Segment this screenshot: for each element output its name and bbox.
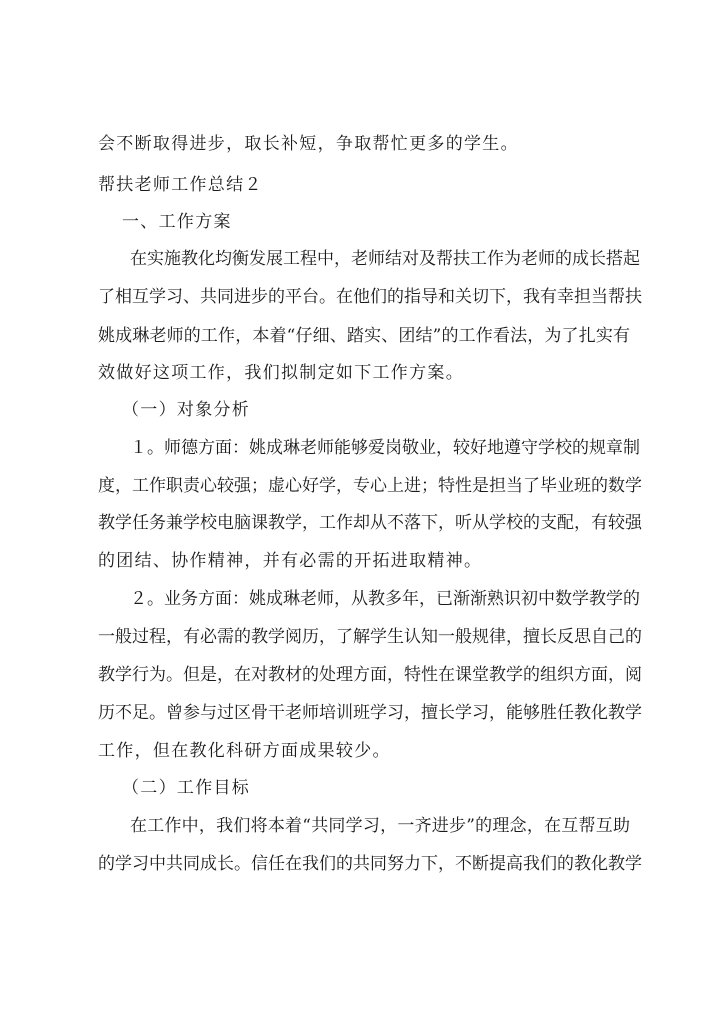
subheading: （二）工作目标 <box>122 778 251 798</box>
paragraph-line: 姚成琳老师的工作，本着“仔细、踏实、团结”的工作看法，为了扎实有 <box>98 326 630 346</box>
subheading: （一）对象分析 <box>122 400 251 420</box>
paragraph-line: 的学习中共同成长。信任在我们的共同努力下，不断提高我们的教化教学 <box>98 854 642 874</box>
subheading: 一、工作方案 <box>122 212 232 232</box>
paragraph-line: 一般过程，有必需的教学阅历，了解学生认知一般规律，擅长反思自己的 <box>98 627 642 647</box>
paragraph-line: 效做好这项工作，我们拟制定如下工作方案。 <box>98 363 464 383</box>
text-line: 会不断取得进步，取长补短，争取帮忙更多的学生。 <box>98 134 519 154</box>
paragraph-line: 了相互学习、共同进步的平台。在他们的指导和关切下，我有幸担当帮扶 <box>98 287 642 307</box>
paragraph-line: １。师德方面：姚成琳老师能够爱岗敬业，较好地遵守学校的规章制 <box>130 438 640 458</box>
section-heading: 帮扶老师工作总结２ <box>98 175 263 195</box>
paragraph-line: 教学任务兼学校电脑课教学，工作却从不落下，听从学校的支配，有较强 <box>98 513 642 533</box>
paragraph-line: 历不足。曾参与过区骨干老师培训班学习，擅长学习，能够胜任教化教学 <box>98 703 642 723</box>
paragraph-line: 度，工作职责心较强；虚心好学，专心上进；特性是担当了毕业班的数学 <box>98 476 642 496</box>
paragraph-line: 的团结、协作精神，并有必需的开拓进取精神。 <box>98 551 483 571</box>
paragraph-line: 教学行为。但是，在对教材的处理方面，特性在课堂教学的组织方面，阅 <box>98 665 642 685</box>
paragraph-line: 在工作中，我们将本着“共同学习，一齐进步”的理念，在互帮互助 <box>130 816 630 836</box>
paragraph-line: 在实施教化均衡发展工程中，老师结对及帮扶工作为老师的成长搭起 <box>130 249 640 269</box>
paragraph-line: ２。业务方面：姚成琳老师，从教多年，已渐渐熟识初中数学教学的 <box>130 589 640 609</box>
paragraph-line: 工作，但在教化科研方面成果较少。 <box>98 741 391 761</box>
